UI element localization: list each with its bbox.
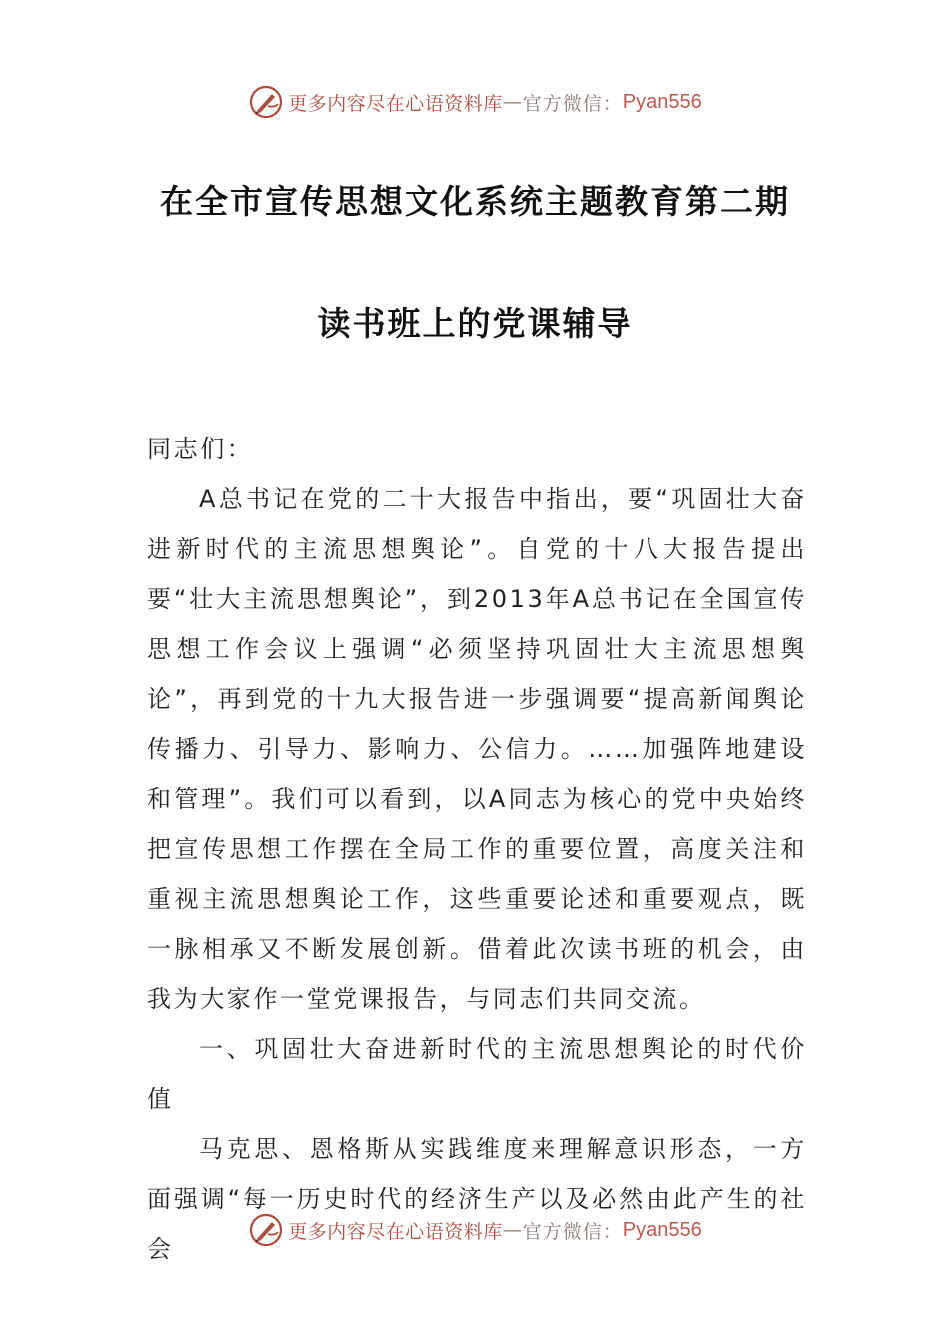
section-heading-1: 一、巩固壮大奋进新时代的主流思想舆论的时代价值 (147, 1035, 807, 1113)
paragraph-1: A总书记在党的二十大报告中指出，要“巩固壮大奋进新时代的主流思想舆论”。自党的十八大报告提出要“壮大主流思想舆论”，到2013年A总书记在全国宣传思想工作会议上强调“必须坚持巩固壮大主流思想舆论”，再到党的十九大报告进一步强调要“提高新闻舆论传播力、引导力、影响力、公信力。……加强阵地建设和管理”。我们可以看到，以A同志为核心的党中央始终把宣传思想工作摆在全局工作的重要位置，高度关注和重视主流思想舆论工作，这些重要论述和重要观点，既一脉相承又不断发展创新。借着此次读书班的机会，由我为大家作一堂党课报告，与同志们共同交流。 (147, 485, 807, 1013)
watermark-text: 更多内容尽在心语资料库 (288, 1220, 503, 1243)
pen-logo-icon (248, 1212, 284, 1248)
watermark-account: Pyan556 (622, 90, 702, 113)
paragraph-2: 马克思、恩格斯从实践维度来理解意识形态，一方面强调“每一历史时代的经济生产以及必然由此产生的社会 (147, 1135, 807, 1263)
watermark-banner-bottom (0, 1210, 950, 1250)
watermark-account: Pyan556 (622, 1218, 702, 1241)
watermark-banner-top (0, 82, 950, 122)
salutation: 同志们： (147, 435, 254, 463)
document-title-line1: 在全市宣传思想文化系统主题教育第二期 (160, 182, 790, 221)
watermark-text: 更多内容尽在心语资料库 (288, 92, 503, 115)
watermark-label: 官方微信： (522, 92, 623, 115)
pen-logo-icon (248, 84, 284, 120)
watermark-dash: — (502, 1219, 523, 1241)
watermark-dash: — (502, 91, 523, 113)
document-body (147, 424, 807, 1274)
document-title-line2: 读书班上的党课辅导 (317, 304, 633, 343)
watermark-label: 官方微信： (522, 1220, 623, 1243)
